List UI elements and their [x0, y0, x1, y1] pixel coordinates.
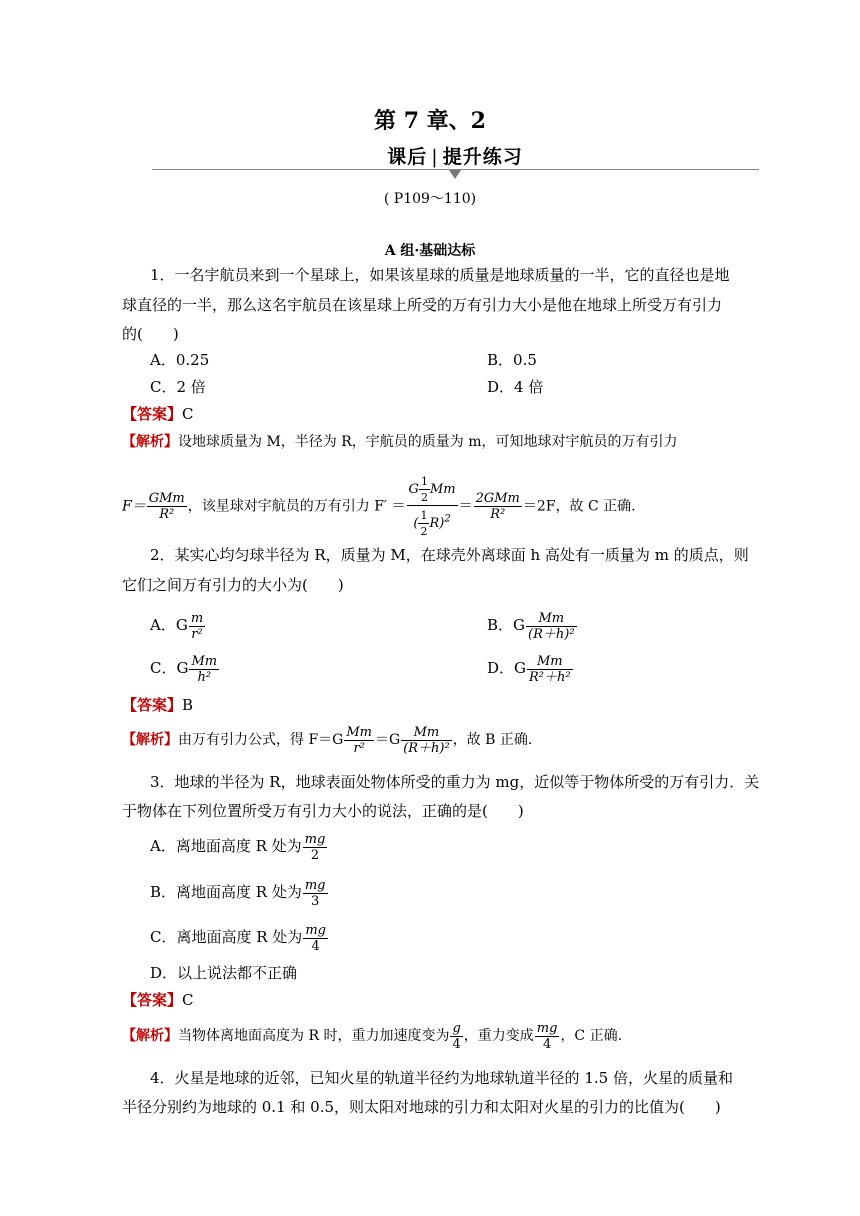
q3-b-den: 3: [311, 893, 320, 909]
q2-answer: [122, 695, 193, 715]
q2-an-mid: ＝G: [375, 732, 401, 748]
q1-half-r-den: 2: [420, 525, 428, 538]
q3-an-num2: mg: [536, 1020, 558, 1036]
q2-analysis-post: ，故 B 正确.: [452, 732, 533, 748]
q2-option-c: [150, 650, 220, 686]
q2-d-num: Mm: [527, 654, 573, 670]
q3-option-c: [150, 919, 329, 955]
q2-a-fraction: [189, 611, 205, 642]
q2-option-d: [487, 650, 574, 686]
chapter-title: 第 7 章、2: [374, 108, 486, 134]
section-subtitle: [0, 142, 860, 169]
q1-option-b: B．0.5: [487, 351, 537, 369]
q4-stem-line2: 半径分别约为地球的 0.1 和 0.5，则太阳对地球的引力和太阳对火星的引力的比值为( ): [122, 1098, 721, 1116]
q3-answer-value: C: [182, 991, 194, 1009]
q1-analysis-formula: F＝ $\frac{\text{GMm}}{\text{R²}}$ ，该星球对宇航员的万有引力 F′ ＝ G $\frac{1}{2}$ Mm ( $\frac{1}{2}$ R)$^2$ ＝ $\frac{\text{2GMm}}{\text{R²}}$ ＝2F，故 C 正确.: [122, 475, 636, 538]
q2-b-label: B．G: [487, 616, 526, 634]
subtitle-separator: |: [431, 146, 439, 168]
q1-half-r-num: 1: [420, 509, 428, 522]
q2-analysis-pre: 由万有引力公式，得 F＝G: [178, 732, 344, 748]
subtitle-right: 提升练习: [442, 146, 523, 168]
q3-c-num: mg: [305, 922, 326, 938]
q2-an-num1: Mm: [346, 724, 372, 740]
q2-analysis: [122, 722, 532, 758]
q3-analysis-pre: 当物体离地面高度为 R 时，重力加速度变为: [178, 1028, 450, 1044]
q2-d-label: D．G: [487, 659, 527, 677]
q2-d-den: R²＋h²: [529, 669, 571, 685]
q1-option-a: A．0.25: [150, 351, 210, 369]
q3-c-fraction: [303, 923, 328, 954]
q1-stem-line2: 球直径的一半，那么这名宇航员在该星球上所受的万有引力大小是他在地球上所受万有引力: [122, 296, 723, 314]
q2-c-num: Mm: [191, 653, 218, 669]
q3-an-den2: 4: [542, 1036, 552, 1052]
q1-option-c: C．2 倍: [150, 378, 206, 396]
q1-g: G: [408, 482, 419, 497]
analysis-tag: 【解析】: [122, 434, 178, 450]
q2-d-fraction: [527, 654, 573, 685]
q3-option-b: [150, 874, 329, 910]
q2-option-b: [487, 607, 578, 643]
q3-b-fraction: [303, 878, 328, 909]
q1-compound-fraction: [407, 474, 458, 539]
q2-c-label: C．G: [150, 659, 189, 677]
q1-half-fraction: [419, 474, 430, 505]
q1-eq2-num: 2GMm: [475, 491, 520, 506]
q1-half-den: 2: [420, 491, 428, 504]
q2-an-fraction2: [401, 725, 452, 756]
subtitle-left: 课后: [387, 146, 428, 168]
q2-a-label: A．G: [150, 616, 188, 634]
q1-analysis-text: 设地球质量为 M，半径为 R，宇航员的质量为 m，可知地球对宇航员的万有引力: [178, 434, 678, 450]
q3-b-pre: B．离地面高度 R 处为: [150, 883, 302, 901]
q1-fraction-2gmm-r2: [474, 491, 522, 522]
q3-c-pre: C．离地面高度 R 处为: [150, 928, 303, 946]
q1-frac-den: R²: [159, 507, 175, 522]
q1-analysis-line1: [122, 432, 678, 452]
q2-a-num: m: [190, 610, 204, 626]
q3-stem-line1: 3．地球的半径为 R，地球表面处物体所受的重力为 mg，近似等于物体所受的万有引力．关: [150, 773, 760, 791]
q1-mid-text: ，该星球对宇航员的万有引力 F′ ＝: [187, 498, 406, 515]
q3-stem-line2: 于物体在下列位置所受万有引力大小的说法，正确的是( ): [122, 802, 524, 820]
q1-stem-line1: 1．一名宇航员来到一个星球上，如果该星球的质量是地球质量的一半，它的直径也是地: [150, 266, 730, 284]
q4-stem-line1: 4．火星是地球的近邻，已知火星的轨道半径约为地球轨道半径的 1.5 倍，火星的质量和: [150, 1069, 733, 1087]
q2-a-den: r²: [191, 626, 203, 642]
q2-stem-line1: 2．某实心均匀球半径为 R，质量为 M，在球壳外离球面 h 高处有一质量为 m 的质点，则: [150, 546, 749, 564]
q3-analysis-post: ，C 正确.: [560, 1028, 623, 1044]
answer-tag: 【答案】: [122, 696, 183, 714]
q2-option-a: [150, 607, 206, 643]
page-range: ( P109～110): [383, 191, 477, 207]
q3-option-a: [150, 828, 328, 864]
answer-tag: 【答案】: [122, 405, 183, 423]
q3-b-num: mg: [304, 877, 326, 893]
q3-an-num1: g: [452, 1020, 461, 1036]
q2-stem-line2: 它们之间万有引力的大小为( ): [122, 576, 344, 594]
q1-half-num: 1: [420, 475, 428, 488]
group-title: A 组·基础达标: [384, 243, 476, 259]
q3-option-d: D．以上说法都不正确: [150, 964, 298, 982]
analysis-tag: 【解析】: [122, 1028, 178, 1044]
q1-half-r-fraction: [418, 508, 429, 539]
q1-eq2-den: R²: [490, 507, 506, 522]
q1-answer-value: C: [182, 405, 194, 423]
q3-c-den: 4: [311, 938, 320, 954]
q2-c-den: h²: [197, 669, 212, 685]
q3-an-den1: 4: [452, 1036, 461, 1052]
q2-an-fraction1: [344, 725, 374, 756]
q2-an-den2: (R＋h)²: [403, 740, 450, 756]
q1-compound-den: ( $\frac{1}{2}$ R)$^2$: [413, 509, 451, 538]
answer-tag: 【答案】: [122, 991, 183, 1009]
q2-b-den: (R＋h)²: [528, 626, 575, 642]
triangle-marker-icon: [449, 170, 461, 179]
q2-b-num: Mm: [526, 611, 577, 627]
q3-a-pre: A．离地面高度 R 处为: [150, 837, 302, 855]
q1-fraction-gmm-r2: [147, 491, 187, 522]
q3-a-den: 2: [310, 847, 320, 863]
q1-mm: Mm: [429, 482, 456, 497]
q2-answer-value: B: [182, 696, 194, 714]
q2-an-num2: Mm: [401, 725, 452, 741]
analysis-tag: 【解析】: [122, 732, 178, 748]
q3-a-fraction: [303, 832, 328, 863]
q3-analysis: [122, 1018, 622, 1054]
q1-option-d: D．4 倍: [487, 378, 544, 396]
q3-an-mid: ，重力变成: [463, 1028, 534, 1044]
q1-tail: ＝2F，故 C 正确.: [522, 498, 636, 515]
q2-an-den1: r²: [353, 740, 365, 756]
q2-b-fraction: [526, 611, 577, 642]
q1-frac-num: GMm: [148, 491, 185, 506]
q3-an-fraction1: [450, 1021, 462, 1052]
q1-answer: [122, 404, 194, 424]
q1-f-eq: F＝: [122, 498, 146, 515]
q3-an-fraction2: [535, 1021, 560, 1052]
q1-compound-num: [407, 474, 458, 506]
q3-answer: [122, 990, 194, 1010]
q3-a-num: mg: [304, 831, 326, 847]
q2-c-fraction: [189, 654, 219, 685]
q1-stem-line3: 的( ): [122, 325, 179, 343]
